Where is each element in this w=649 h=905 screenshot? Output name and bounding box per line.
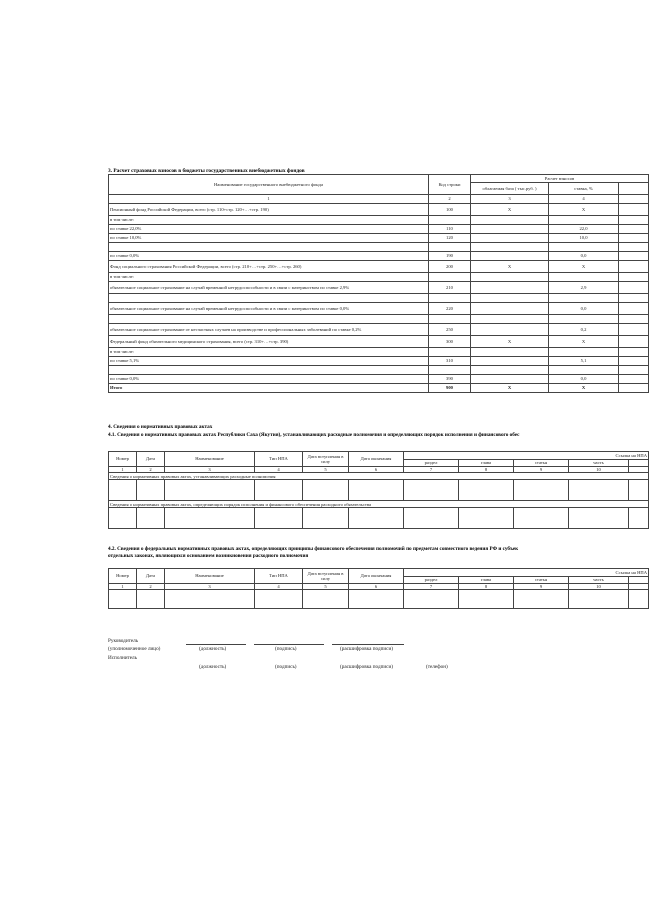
header-name: Наименование — [165, 569, 255, 584]
empty-cell — [165, 480, 255, 501]
colnum: 10 — [569, 584, 629, 590]
taxable-base — [471, 294, 549, 303]
fund-name: по ставке 5,1% — [109, 357, 429, 366]
colnum: 1 — [109, 195, 429, 204]
fund-row — [109, 261, 649, 273]
header-chapter: глава — [459, 576, 514, 584]
rate — [549, 243, 619, 252]
section41-title: 4.1. Сведения о нормативных правовых актах Республики Саха (Якутия), устанавливающих расходные полномочия и определяющих порядок исполнения и финансового обес — [108, 432, 520, 438]
line-code: 220 — [429, 303, 471, 315]
fund-name: в том числе: — [109, 273, 429, 282]
header-fund-name: Наименование государственного внебюджетного фонда — [109, 175, 429, 195]
rate — [549, 348, 619, 357]
colnum: 2 — [137, 584, 165, 590]
fund-row — [109, 243, 649, 252]
fund-row — [109, 225, 649, 234]
colnum: 7 — [404, 467, 459, 473]
line-code — [429, 243, 471, 252]
fund-row — [109, 357, 649, 366]
line-code — [429, 366, 471, 375]
span-financing-acts: Сведения о нормативных правовых актах, определяющих порядок исполнения и финансового обеспечения расходного обязательства — [109, 501, 649, 508]
header-section: раздел — [404, 576, 459, 584]
taxable-base — [471, 216, 549, 225]
header-number: Номер — [109, 569, 137, 584]
head-label: Руководитель — [108, 638, 139, 644]
colnum: 6 — [349, 467, 404, 473]
fund-row — [109, 324, 649, 336]
header-part: часть — [569, 459, 629, 467]
taxable-base — [471, 273, 549, 282]
header-date: Дата — [137, 452, 165, 467]
taxable-base — [471, 225, 549, 234]
extra — [619, 336, 649, 348]
extra — [619, 225, 649, 234]
colnum: 2 — [137, 467, 165, 473]
fund-row — [109, 234, 649, 243]
header-date-in: Дата вступления в силу — [303, 569, 349, 584]
header-line-code: Код строки — [429, 175, 471, 195]
empty-cell — [404, 480, 459, 501]
fund-name: Итого — [109, 384, 429, 393]
section42-line2: отдельных законах, являющихся основанием возникновения расходного полномочия — [108, 553, 309, 559]
colnum: 6 — [349, 584, 404, 590]
empty-cell — [303, 590, 349, 609]
empty-cell — [109, 508, 137, 529]
header-section: раздел — [404, 459, 459, 467]
extra — [619, 261, 649, 273]
empty-cell — [303, 480, 349, 501]
fund-name: Федеральный фонд обязательного медицинского страхования, всего (стр. 310+…+стр. 390) — [109, 336, 429, 348]
extra — [619, 234, 649, 243]
taxable-base — [471, 315, 549, 324]
colnum: 4 — [255, 584, 303, 590]
taxable-base — [471, 357, 549, 366]
empty-cell — [404, 590, 459, 609]
empty-cell — [349, 480, 404, 501]
insurance-contributions-table — [108, 174, 649, 393]
taxable-base — [471, 348, 549, 357]
colnum: 5 — [303, 467, 349, 473]
rate — [549, 216, 619, 225]
extra — [619, 315, 649, 324]
empty-cell — [137, 508, 165, 529]
signature-caption: (подпись) — [275, 664, 297, 670]
header-part: часть — [569, 576, 629, 584]
span-expense-acts: Сведения о нормативных правовых актах, устанавливающих расходные полномочия — [109, 473, 649, 480]
fund-row — [109, 336, 649, 348]
header-base: облагаемая база ( тыс.руб. ) — [471, 183, 549, 195]
header-chapter: глава — [459, 459, 514, 467]
rate: X — [549, 336, 619, 348]
line-code: 120 — [429, 234, 471, 243]
colnum: 4 — [549, 195, 619, 204]
header-extra — [629, 459, 649, 467]
header-group: Ссылка на НПА — [404, 569, 649, 577]
colnum: 1 — [109, 584, 137, 590]
empty-cell — [514, 508, 569, 529]
taxable-base — [471, 234, 549, 243]
federal-acts-table — [108, 568, 649, 609]
empty-cell — [459, 590, 514, 609]
extra — [619, 384, 649, 393]
empty-cell — [349, 508, 404, 529]
head-sub-label: (уполномоченное лицо) — [108, 646, 161, 652]
line-code — [429, 348, 471, 357]
extra — [619, 324, 649, 336]
line-code: 200 — [429, 261, 471, 273]
line-code: 110 — [429, 225, 471, 234]
rate — [549, 315, 619, 324]
rate: 0,0 — [549, 375, 619, 384]
decoding-caption: (расшифровка подписи) — [340, 646, 393, 652]
fund-row — [109, 282, 649, 294]
colnum: 7 — [404, 584, 459, 590]
extra — [619, 294, 649, 303]
colnum: 3 — [165, 467, 255, 473]
taxable-base — [471, 252, 549, 261]
fund-row — [109, 273, 649, 282]
empty-cell — [569, 508, 629, 529]
colnum: 8 — [459, 584, 514, 590]
empty-cell — [514, 590, 569, 609]
extra — [619, 303, 649, 315]
fund-name: Пенсионный фонд Российской Федерации, всего (стр. 110+стр. 120+…+стр. 190) — [109, 204, 429, 216]
extra — [619, 375, 649, 384]
taxable-base — [471, 243, 549, 252]
empty-cell — [629, 480, 649, 501]
extra — [619, 357, 649, 366]
empty-cell — [137, 480, 165, 501]
empty-cell — [255, 480, 303, 501]
fund-row — [109, 294, 649, 303]
fund-name — [109, 366, 429, 375]
decoding-caption: (расшифровка подписи) — [340, 664, 393, 670]
header-date-end: Дата окончания — [349, 569, 404, 584]
fund-row — [109, 366, 649, 375]
line-code — [429, 294, 471, 303]
extra — [619, 282, 649, 294]
signature-line — [332, 644, 404, 645]
fund-name — [109, 294, 429, 303]
section3-title: 3. Расчет страховых взносов в бюджеты государственных внебюджетных фондов — [108, 168, 305, 174]
fund-name — [109, 315, 429, 324]
rate: X — [549, 261, 619, 273]
fund-row — [109, 375, 649, 384]
extra — [619, 252, 649, 261]
fund-name: по ставке 0,0% — [109, 375, 429, 384]
executor-label: Исполнитель — [108, 655, 138, 661]
empty-cell — [569, 480, 629, 501]
fund-name: по ставке 0,0% — [109, 252, 429, 261]
colnum: 9 — [514, 467, 569, 473]
colnum: 10 — [569, 467, 629, 473]
fund-row — [109, 216, 649, 225]
colnum: 3 — [165, 584, 255, 590]
colnum: 1 — [109, 467, 137, 473]
empty-cell — [165, 508, 255, 529]
fund-name — [109, 243, 429, 252]
empty-cell — [404, 508, 459, 529]
section42-title — [108, 546, 648, 560]
fund-name: в том числе: — [109, 348, 429, 357]
line-code — [429, 216, 471, 225]
section4-title: 4. Сведения о нормативных правовых актах — [108, 424, 213, 430]
fund-row — [109, 303, 649, 315]
header-article: статья — [514, 576, 569, 584]
colnum: 8 — [459, 467, 514, 473]
fund-row — [109, 315, 649, 324]
colnum: 5 — [303, 584, 349, 590]
fund-row — [109, 348, 649, 357]
fund-name: по ставке 22,0% — [109, 225, 429, 234]
empty-cell — [629, 508, 649, 529]
line-code — [429, 273, 471, 282]
signature-caption: (подпись) — [275, 646, 297, 652]
empty-cell — [165, 590, 255, 609]
empty-cell — [137, 590, 165, 609]
colnum: 4 — [255, 467, 303, 473]
section42-line1: 4.2. Сведения о федеральных нормативных правовых актах, определяющих принципы финансового обеспечения полномочий по предметам совместного ведения РФ и субъек — [108, 546, 519, 552]
fund-name: обязательное социальное страхование на случай временной нетрудоспособности и в связи с материнством по ставке 0,0% — [109, 303, 429, 315]
position-caption: (должность) — [199, 664, 227, 670]
header-date-in: Дата вступления в силу — [303, 452, 349, 467]
phone-caption: (телефон) — [426, 664, 448, 670]
fund-name: по ставке 10,0% — [109, 234, 429, 243]
empty-cell — [459, 480, 514, 501]
regional-acts-table — [108, 451, 649, 529]
rate: X — [549, 384, 619, 393]
header-name: Наименование — [165, 452, 255, 467]
line-code: 190 — [429, 252, 471, 261]
rate: 10,0 — [549, 234, 619, 243]
empty-cell — [629, 590, 649, 609]
rate — [549, 273, 619, 282]
header-extra — [619, 183, 649, 195]
empty-cell — [459, 508, 514, 529]
position-caption: (должность) — [199, 646, 227, 652]
colnum: 9 — [514, 584, 569, 590]
extra — [619, 204, 649, 216]
line-code: 390 — [429, 375, 471, 384]
taxable-base: X — [471, 384, 549, 393]
colnum — [619, 195, 649, 204]
line-code: 900 — [429, 384, 471, 393]
signature-line — [186, 644, 246, 645]
empty-cell — [109, 480, 137, 501]
header-date: Дата — [137, 569, 165, 584]
taxable-base — [471, 324, 549, 336]
empty-cell — [303, 508, 349, 529]
taxable-base — [471, 375, 549, 384]
extra — [619, 216, 649, 225]
line-code: 300 — [429, 336, 471, 348]
header-article: статья — [514, 459, 569, 467]
extra — [619, 273, 649, 282]
fund-name: Фонд социального страхования Российской Федерации, всего (стр. 210+…+стр. 250+…+стр. 260) — [109, 261, 429, 273]
extra — [619, 348, 649, 357]
line-code: 100 — [429, 204, 471, 216]
empty-cell — [569, 590, 629, 609]
fund-name: обязательное социальное страхование от несчастных случаев на производстве и профессиональных заболеваний по ставке 0,2% — [109, 324, 429, 336]
extra — [619, 243, 649, 252]
header-date-end: Дата окончания — [349, 452, 404, 467]
fund-row — [109, 384, 649, 393]
taxable-base — [471, 366, 549, 375]
rate — [549, 294, 619, 303]
header-type: Тип НПА — [255, 452, 303, 467]
fund-row — [109, 252, 649, 261]
empty-cell — [514, 480, 569, 501]
taxable-base: X — [471, 204, 549, 216]
colnum: 2 — [429, 195, 471, 204]
signature-line — [254, 644, 324, 645]
empty-cell — [255, 508, 303, 529]
taxable-base — [471, 282, 549, 294]
line-code: 210 — [429, 282, 471, 294]
line-code: 310 — [429, 357, 471, 366]
line-code — [429, 315, 471, 324]
taxable-base: X — [471, 336, 549, 348]
colnum: 3 — [471, 195, 549, 204]
rate: 2,9 — [549, 282, 619, 294]
header-number: Номер — [109, 452, 137, 467]
rate: 0,0 — [549, 252, 619, 261]
rate: 0,2 — [549, 324, 619, 336]
empty-cell — [109, 590, 137, 609]
extra — [619, 366, 649, 375]
header-extra — [629, 576, 649, 584]
header-rate: ставка, % — [549, 183, 619, 195]
empty-cell — [255, 590, 303, 609]
empty-cell — [349, 590, 404, 609]
rate — [549, 366, 619, 375]
header-type: Тип НПА — [255, 569, 303, 584]
rate: 22,0 — [549, 225, 619, 234]
header-calc: Расчет взносов — [471, 175, 649, 183]
rate: 5,1 — [549, 357, 619, 366]
taxable-base — [471, 303, 549, 315]
fund-name: обязательное социальное страхование на случай временной нетрудоспособности и в связи с материнством по ставке 2,9% — [109, 282, 429, 294]
line-code: 250 — [429, 324, 471, 336]
taxable-base: X — [471, 261, 549, 273]
header-group: Ссылка на НПА — [404, 452, 649, 460]
fund-name: в том числе: — [109, 216, 429, 225]
rate: 0,0 — [549, 303, 619, 315]
fund-row — [109, 204, 649, 216]
rate: X — [549, 204, 619, 216]
